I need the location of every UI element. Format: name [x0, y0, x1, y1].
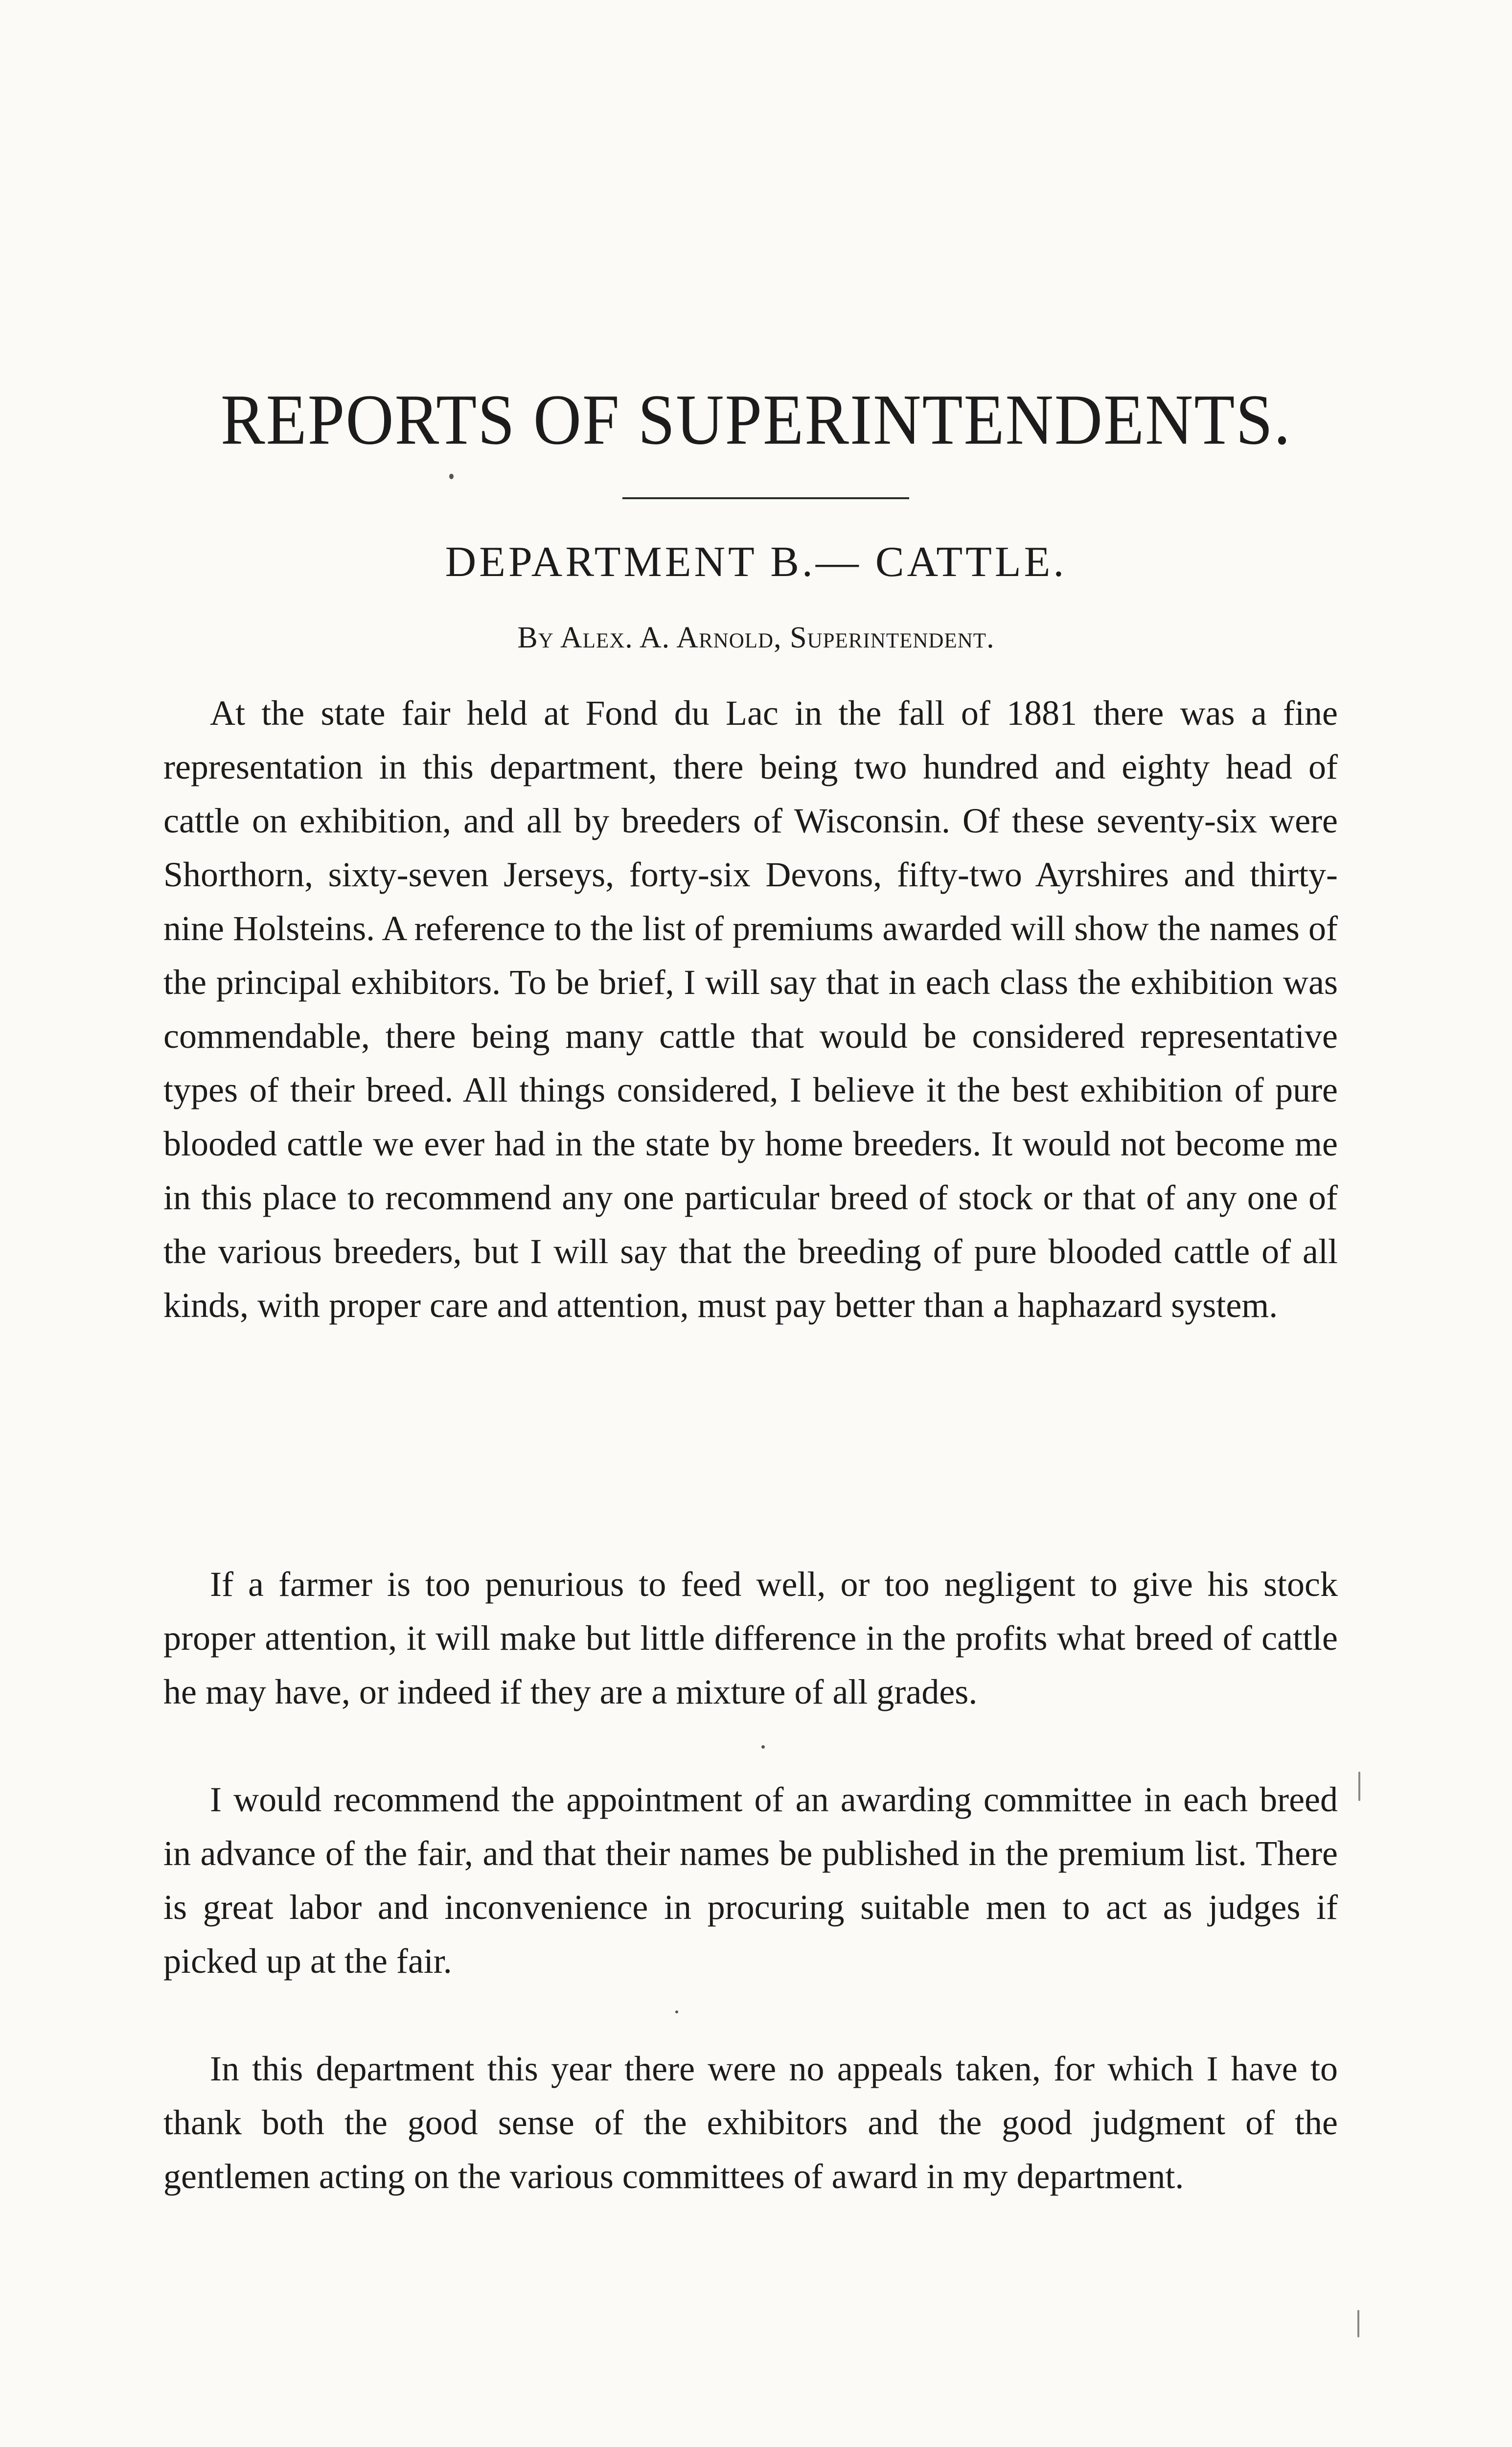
paragraph-1: At the state fair held at Fond du Lac in the fall of 1881 there was a fine representation in this department, there being two hundred and eighty head of cattle on exhibition, and all by breeders of Wisconsin. Of these seventy-six were Shorthorn, sixty-seven Jerseys, forty-six Devons, fifty-two Ayrshires and thirty-nine Holsteins. A reference to the list of premiums awarded will show the names of the principal exhibitors. To be brief, I will say that in each class the exhibition was commendable, there being many cattle that would be considered representative types of their breed. All things considered, I believe it the best exhibition of pure blooded cattle we ever had in the state by home breeders. It would not become me in this place to recommend any one particular breed of stock or that of any one of the various breeders, but I will say that the breeding of pure blooded cattle of all kinds, with proper care and attention, must pay better than a haphazard system.: [163, 693, 1338, 1325]
paragraph-2: If a farmer is too penurious to feed well, or too negligent to give his stock proper attention, it will make but little difference in the profits what breed of cattle he may have, or indeed if they are a mixture of all grades.: [163, 1565, 1338, 1711]
page-title: REPORTS OF SUPERINTENDENTS.: [220, 380, 1292, 460]
print-speck: [675, 2010, 678, 2013]
title-divider: [622, 497, 909, 499]
department-heading: DEPARTMENT B.— CATTLE.: [445, 538, 1067, 586]
paragraph-3: I would recommend the appointment of an awarding committee in each breed in advance of the fair, and that their names be published in the premium list. There is great labor and inconvenience in procuring suitable men to act as judges if picked up at the fair.: [163, 1780, 1338, 1981]
print-speck: [1358, 1772, 1360, 1801]
print-speck: [449, 474, 454, 479]
author-byline: By Alex. A. Arnold, Superintendent.: [517, 621, 995, 654]
paragraph-4: In this department this year there were no appeals taken, for which I have to thank both the good sense of the exhibitors and the good judgment of the gentlemen acting on the various committees of award in my department.: [163, 2049, 1338, 2196]
print-speck: [761, 1745, 765, 1749]
print-speck: [1357, 2310, 1359, 2337]
